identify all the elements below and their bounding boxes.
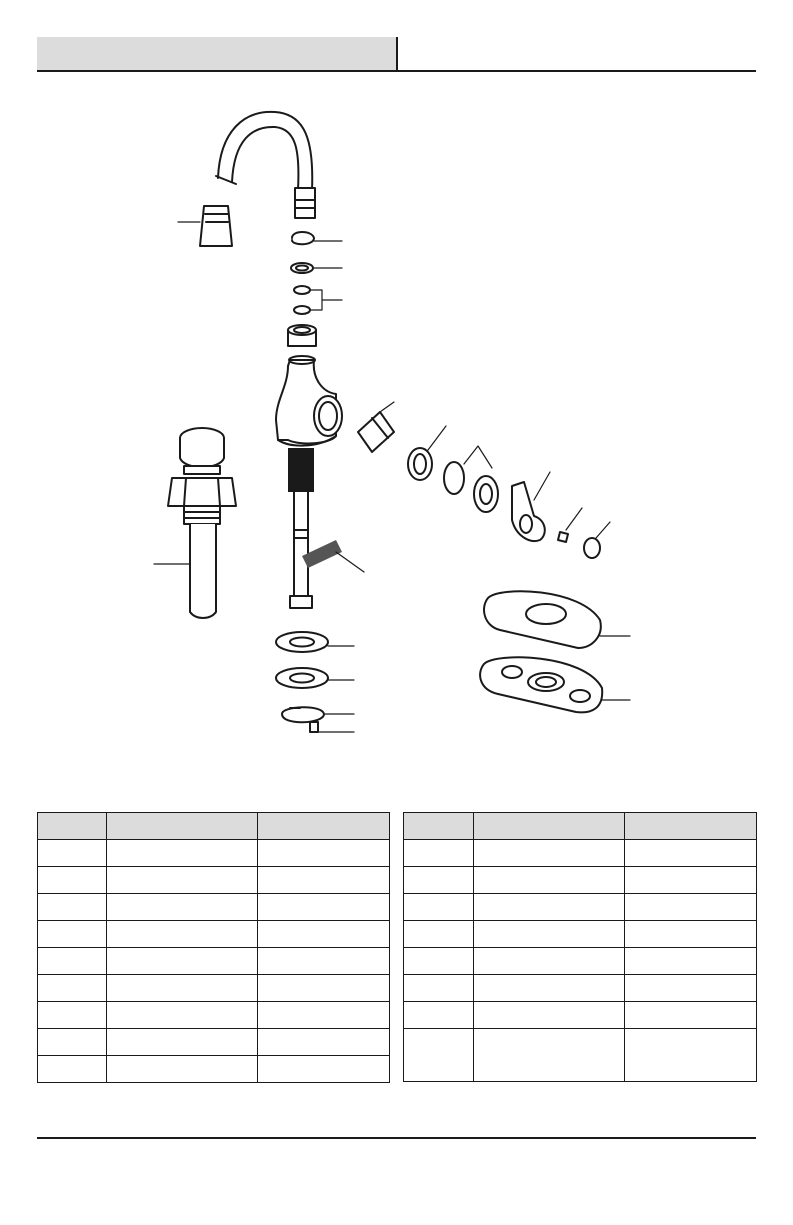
table-row [404,975,757,1002]
table-row [38,975,390,1002]
table-row [38,948,390,975]
o-rings [294,286,342,314]
mounting-clamp [282,707,354,722]
lift-rod [302,540,364,572]
table-row [38,921,390,948]
table-row [38,894,390,921]
retaining-clip [292,232,342,244]
table-row [404,840,757,867]
cap [584,522,610,558]
table-row [404,1029,757,1082]
spout [216,112,315,218]
table-row [38,1029,390,1056]
table-row [38,1056,390,1083]
aerator [178,206,232,246]
header-cell [474,813,625,840]
table-row [38,1002,390,1029]
bonnet-nut [408,426,446,480]
header-cell [258,813,390,840]
deck-gasket [480,657,630,712]
spout-nut [288,325,316,346]
rubber-washer [276,632,354,652]
table-row [38,867,390,894]
table-row [404,894,757,921]
handle [512,472,550,541]
metal-washer [276,668,354,688]
header-cell [107,813,258,840]
table-row [404,867,757,894]
washer [291,263,342,273]
drain-assembly [154,428,236,618]
table-header-row [38,813,390,840]
cartridge [358,402,394,452]
table-row [404,948,757,975]
clamp-screw [310,722,354,732]
header-cell [404,813,474,840]
header-cell [38,813,107,840]
table-header-row [404,813,757,840]
parts-table-right [403,812,757,1082]
set-screw [558,508,582,542]
table-row [404,1002,757,1029]
header-cell [625,813,757,840]
table-row [38,840,390,867]
footer-rule [37,1137,756,1139]
faucet-body [276,356,342,608]
parts-table-left [37,812,390,1083]
deck-plate [484,591,630,648]
o-ring-and-cap [444,446,498,512]
table-row [404,921,757,948]
